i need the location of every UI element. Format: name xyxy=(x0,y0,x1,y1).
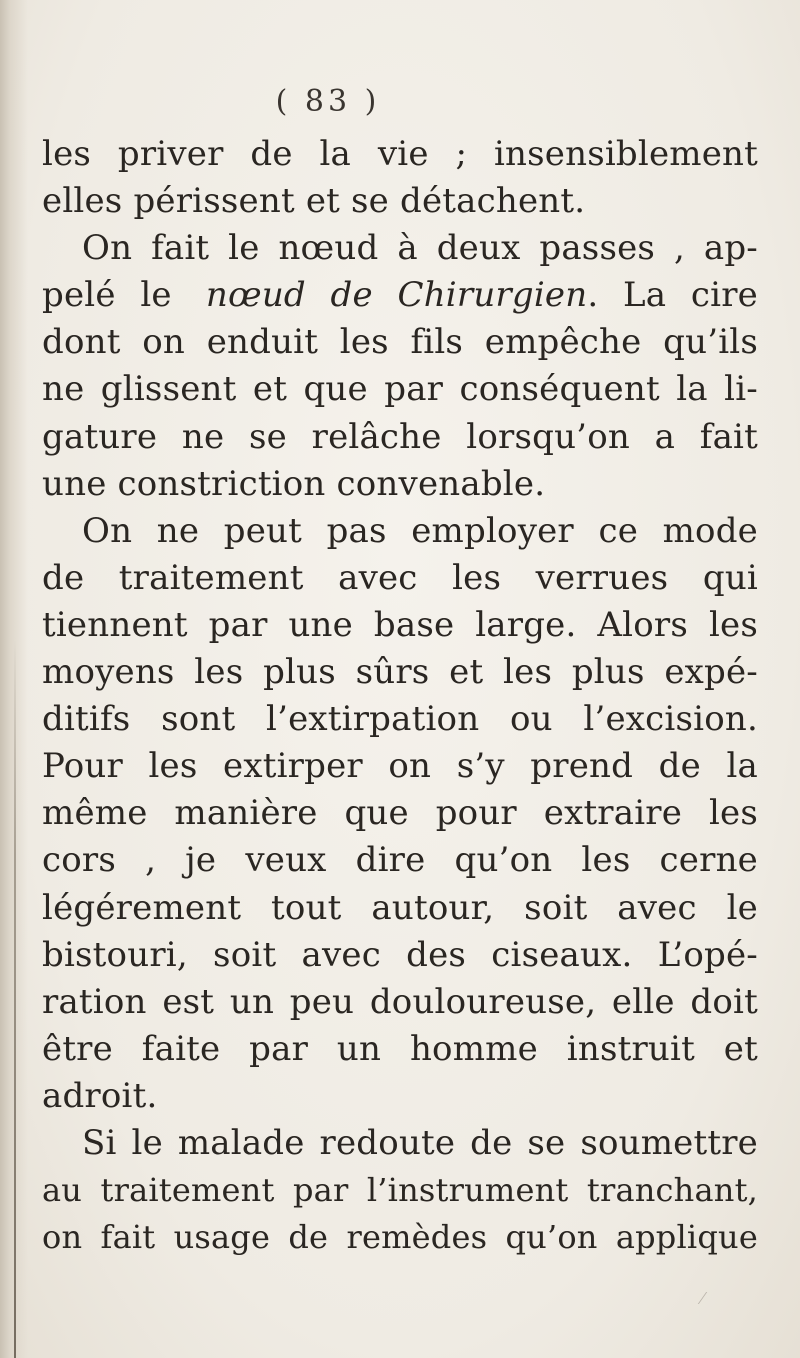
binding-edge-line xyxy=(14,640,16,1358)
text-line: cors , je veux dire qu’on les cerne xyxy=(42,840,758,881)
text-line: On ne peut pas employer ce mode xyxy=(82,510,758,551)
text-line: Si le malade redoute de se soumettre xyxy=(82,1122,758,1163)
text-line: tiennent par une base large. Alors les xyxy=(42,604,758,645)
text-line: les priver de la vie ; insensiblement xyxy=(42,134,758,174)
text-segment: pelé le xyxy=(42,275,197,316)
text-line: elles périssent et se détachent. xyxy=(42,181,586,222)
text-line: adroit. xyxy=(42,1075,158,1116)
text-line: gature ne se relâche lorsqu’on a fait xyxy=(42,416,758,457)
text-line: moyens les plus sûrs et les plus expé- xyxy=(42,652,758,693)
italic-term: nœud de Chirurgien xyxy=(205,275,588,316)
text-line: de traitement avec les verrues qui xyxy=(42,557,758,598)
text-line: ne glissent et que par conséquent la li- xyxy=(42,369,758,410)
text-line: Pour les extirper on s’y prend de la xyxy=(42,746,758,787)
text-line: même manière que pour extraire les xyxy=(42,793,758,834)
body-text xyxy=(42,131,758,1261)
paper-speck-mark xyxy=(698,1292,717,1304)
text-line: une constriction convenable. xyxy=(42,463,546,504)
text-line: ditifs sont l’extirpation ou l’excision. xyxy=(42,699,758,740)
text-line: ration est un peu douloureuse, elle doit xyxy=(42,981,758,1022)
text-line: On fait le nœud à deux passes , ap- xyxy=(82,228,758,269)
text-segment: . La cire xyxy=(587,275,758,316)
text-line: bistouri, soit avec des ciseaux. L’opé- xyxy=(42,934,758,975)
text-line: on fait usage de remèdes qu’on applique xyxy=(42,1218,758,1257)
text-line xyxy=(42,272,758,319)
text-line: dont on enduit les fils empêche qu’ils xyxy=(42,322,758,363)
text-line: être faite par un homme instruit et xyxy=(42,1028,758,1069)
text-line: au traitement par l’instrument tranchant, xyxy=(42,1171,758,1210)
page-number: ( 83 ) xyxy=(275,84,381,119)
text-line: légérement tout autour, soit avec le xyxy=(42,887,758,928)
